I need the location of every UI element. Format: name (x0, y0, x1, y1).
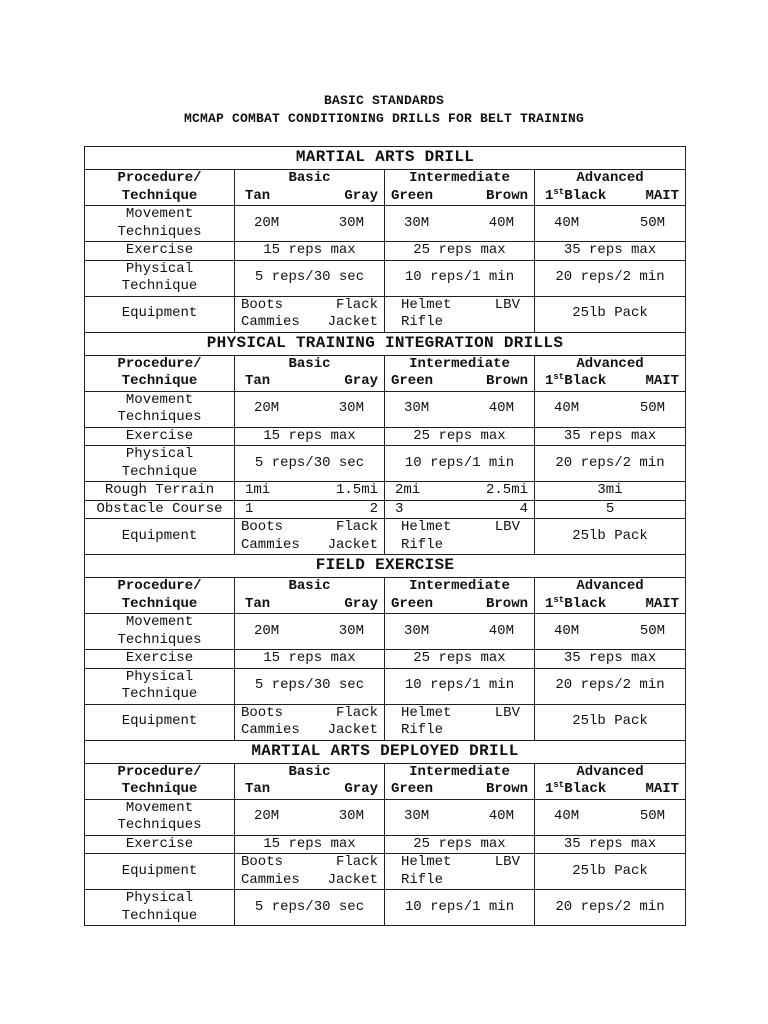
exercise-advanced: 35 reps max (535, 835, 686, 854)
standards-table (84, 146, 686, 926)
exercise-label: Exercise (85, 427, 235, 446)
physical-advanced: 20 reps/2 min (535, 890, 686, 926)
procedure-header: Procedure/ Technique (85, 355, 235, 391)
physical-label: Physical Technique (85, 668, 235, 704)
exercise-intermediate: 25 reps max (385, 242, 535, 261)
equipment-label: Equipment (85, 704, 235, 740)
tan-label: Tan (245, 781, 271, 797)
procedure-header: Procedure/ Technique (85, 170, 235, 206)
document-subtitle: MCMAP COMBAT CONDITIONING DRILLS FOR BELT TRAINING (183, 111, 585, 126)
mait-label: MAIT (645, 781, 680, 797)
black-label: 1stBlack (545, 372, 607, 389)
movement-intermediate: 30M 40M (385, 206, 535, 242)
black-label: 1stBlack (545, 594, 607, 612)
section-martial-arts-deployed-drill: MARTIAL ARTS DEPLOYED DRILL (85, 740, 686, 763)
basic-header: Basic Tan Gray (235, 763, 385, 799)
physical-label: Physical Technique (85, 260, 235, 296)
equipment-intermediate: Helmet LBV Rifle (385, 519, 535, 555)
advanced-header: Advanced 1stBlack MAIT (535, 170, 686, 206)
equipment-basic: Boots Flack Cammies Jacket (235, 296, 385, 332)
movement-row (85, 614, 686, 650)
header-row (85, 578, 686, 614)
green-label: Green (391, 373, 434, 389)
gray-label: Gray (344, 187, 378, 204)
physical-row (85, 446, 686, 482)
movement-label: Movement Techniques (85, 391, 235, 427)
exercise-advanced: 35 reps max (535, 650, 686, 669)
equipment-label: Equipment (85, 854, 235, 890)
movement-basic: 20M 30M (235, 614, 385, 650)
basic-header: Basic Tan Gray (235, 578, 385, 614)
tan-label: Tan (245, 187, 271, 204)
equipment-label: Equipment (85, 296, 235, 332)
section-row (85, 332, 686, 355)
brown-label: Brown (485, 373, 528, 389)
intermediate-header: Intermediate Green Brown (385, 578, 535, 614)
physical-label: Physical Technique (85, 446, 235, 482)
exercise-advanced: 35 reps max (535, 427, 686, 446)
movement-row (85, 391, 686, 427)
obstacle-course-row (85, 500, 686, 519)
header-row (85, 355, 686, 391)
rough-terrain-advanced: 3mi (535, 482, 686, 501)
physical-row (85, 260, 686, 296)
rough-terrain-basic: 1mi 1.5mi (235, 482, 385, 501)
green-label: Green (391, 187, 434, 204)
physical-intermediate: 10 reps/1 min (385, 260, 535, 296)
basic-header: Basic Tan Gray (235, 355, 385, 391)
movement-row (85, 206, 686, 242)
equipment-label: Equipment (85, 519, 235, 555)
movement-intermediate: 30M 40M (385, 391, 535, 427)
section-physical-training-integration: PHYSICAL TRAINING INTEGRATION DRILLS (85, 332, 686, 355)
exercise-basic: 15 reps max (235, 427, 385, 446)
equipment-basic: Boots Flack Cammies Jacket (235, 704, 385, 740)
equipment-basic: Boots Flack Cammies Jacket (235, 519, 385, 555)
intermediate-header: Intermediate Green Brown (385, 355, 535, 391)
procedure-header: Procedure/ Technique (85, 578, 235, 614)
physical-intermediate: 10 reps/1 min (385, 446, 535, 482)
physical-basic: 5 reps/30 sec (235, 668, 385, 704)
movement-label: Movement Techniques (85, 799, 235, 835)
black-label: 1stBlack (545, 186, 607, 204)
exercise-label: Exercise (85, 242, 235, 261)
exercise-basic: 15 reps max (235, 835, 385, 854)
physical-advanced: 20 reps/2 min (535, 668, 686, 704)
green-label: Green (391, 595, 434, 612)
physical-row (85, 668, 686, 704)
tan-label: Tan (245, 595, 271, 612)
advanced-header: Advanced 1stBlack MAIT (535, 763, 686, 799)
equipment-advanced: 25lb Pack (535, 854, 686, 890)
exercise-intermediate: 25 reps max (385, 650, 535, 669)
physical-basic: 5 reps/30 sec (235, 890, 385, 926)
movement-row (85, 799, 686, 835)
mait-label: MAIT (645, 595, 680, 612)
movement-basic: 20M 30M (235, 391, 385, 427)
header-row (85, 763, 686, 799)
equipment-intermediate: Helmet LBV Rifle (385, 704, 535, 740)
exercise-row (85, 242, 686, 261)
exercise-row (85, 835, 686, 854)
rough-terrain-row (85, 482, 686, 501)
equipment-row (85, 854, 686, 890)
physical-intermediate: 10 reps/1 min (385, 890, 535, 926)
equipment-intermediate: Helmet LBV Rifle (385, 854, 535, 890)
equipment-advanced: 25lb Pack (535, 296, 686, 332)
rough-terrain-intermediate: 2mi 2.5mi (385, 482, 535, 501)
obstacle-course-advanced: 5 (535, 500, 686, 519)
header-row (85, 170, 686, 206)
exercise-advanced: 35 reps max (535, 242, 686, 261)
gray-label: Gray (344, 373, 378, 389)
movement-basic: 20M 30M (235, 799, 385, 835)
equipment-intermediate: Helmet LBV Rifle (385, 296, 535, 332)
movement-intermediate: 30M 40M (385, 799, 535, 835)
mait-label: MAIT (645, 373, 680, 389)
obstacle-course-label: Obstacle Course (85, 500, 235, 519)
gray-label: Gray (344, 781, 378, 797)
exercise-label: Exercise (85, 650, 235, 669)
tan-label: Tan (245, 373, 271, 389)
advanced-header: Advanced 1stBlack MAIT (535, 578, 686, 614)
brown-label: Brown (485, 595, 528, 612)
physical-basic: 5 reps/30 sec (235, 260, 385, 296)
basic-header: Basic Tan Gray (235, 170, 385, 206)
physical-intermediate: 10 reps/1 min (385, 668, 535, 704)
physical-label: Physical Technique (85, 890, 235, 926)
movement-label: Movement Techniques (85, 614, 235, 650)
rough-terrain-label: Rough Terrain (85, 482, 235, 501)
physical-advanced: 20 reps/2 min (535, 260, 686, 296)
equipment-row (85, 519, 686, 555)
intermediate-header: Intermediate Green Brown (385, 170, 535, 206)
equipment-advanced: 25lb Pack (535, 519, 686, 555)
equipment-row (85, 704, 686, 740)
gray-label: Gray (344, 595, 378, 612)
movement-basic: 20M 30M (235, 206, 385, 242)
brown-label: Brown (485, 187, 528, 204)
equipment-row (85, 296, 686, 332)
document-title: BASIC STANDARDS (323, 93, 445, 108)
mait-label: MAIT (645, 187, 680, 204)
exercise-row (85, 427, 686, 446)
brown-label: Brown (485, 781, 528, 797)
exercise-intermediate: 25 reps max (385, 427, 535, 446)
section-martial-arts-drill: MARTIAL ARTS DRILL (85, 147, 686, 170)
section-row (85, 555, 686, 578)
movement-advanced: 40M 50M (535, 391, 686, 427)
equipment-basic: Boots Flack Cammies Jacket (235, 854, 385, 890)
black-label: 1stBlack (545, 780, 607, 797)
movement-advanced: 40M 50M (535, 206, 686, 242)
section-field-exercise: FIELD EXERCISE (85, 555, 686, 578)
exercise-basic: 15 reps max (235, 242, 385, 261)
movement-advanced: 40M 50M (535, 614, 686, 650)
obstacle-course-basic: 1 2 (235, 500, 385, 519)
exercise-label: Exercise (85, 835, 235, 854)
exercise-intermediate: 25 reps max (385, 835, 535, 854)
obstacle-course-intermediate: 3 4 (385, 500, 535, 519)
intermediate-header: Intermediate Green Brown (385, 763, 535, 799)
movement-intermediate: 30M 40M (385, 614, 535, 650)
section-row (85, 740, 686, 763)
procedure-header: Procedure/ Technique (85, 763, 235, 799)
physical-basic: 5 reps/30 sec (235, 446, 385, 482)
physical-advanced: 20 reps/2 min (535, 446, 686, 482)
advanced-header: Advanced 1stBlack MAIT (535, 355, 686, 391)
movement-advanced: 40M 50M (535, 799, 686, 835)
movement-label: Movement Techniques (85, 206, 235, 242)
equipment-advanced: 25lb Pack (535, 704, 686, 740)
exercise-basic: 15 reps max (235, 650, 385, 669)
exercise-row (85, 650, 686, 669)
physical-row (85, 890, 686, 926)
green-label: Green (391, 781, 434, 797)
section-row (85, 147, 686, 170)
